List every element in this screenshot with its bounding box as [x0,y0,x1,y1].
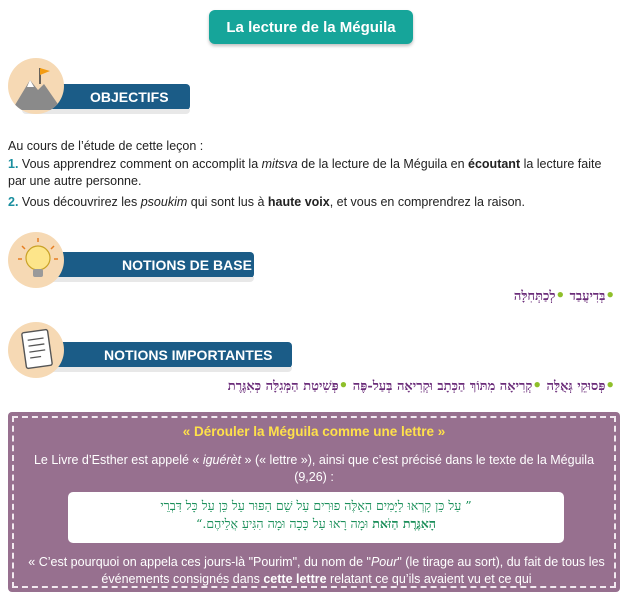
box-intro-text: Le Livre d’Esther est appelé « iguérèt » (« lettre »), ainsi que c’est précisé dans le texte de la Méguila (9,26) : [33,453,595,484]
document-icon [8,322,64,378]
lesson-title: La lecture de la Méguila [209,10,413,44]
notions-base-terms: •בְּדִיעֲבַד •לְכַתְּחִלָּה [513,286,615,304]
objectifs-heading: OBJECTIFS [90,89,169,105]
hebrew-quote: ” עַל כֵּן קָרְאוּ לַיָּמִים הָאֵלֶּה פוּרִים עַל שֵׁם הַפּוּר עַל כֵּן עַל כָּל דִּבְרֵי הָאִגֶּרֶת הַזֹּאת וּמָה רָאוּ עַל כָּכָה וּמָה הִגִּיעַ אֲלֵיהֶם.“ [68,492,564,543]
objectifs-header [8,58,208,118]
notions-base-heading: NOTIONS DE BASE [122,257,252,273]
box-title: « Dérouler la Méguila comme une lettre » [182,424,446,439]
notions-importantes-header [8,322,298,382]
objectifs-intro: Au cours de l’étude de cette leçon : [8,139,204,153]
objectif-item-1: 1. Vous apprendrez comment on accomplit la mitsva de la lecture de la Méguila en écoutant la lecture faite par une autre personne. [8,157,602,188]
objectif-item-2: 2. Vous découvrirez les psoukim qui sont lus à haute voix, et vous en comprendrez la raison. [8,195,525,209]
box-translation-text: « C’est pourquoi on appela ces jours-là "Pourim", du nom de "Pour" (le tirage au sort), du fait de tous les événements consignés dans cette lettre relatant ce qu’ils avaient vu et ce qui [28,555,605,586]
lightbulb-icon [8,232,64,288]
mountain-flag-icon [8,58,64,114]
notions-importantes-terms: •פְּסוּקֵי גְּאֻלָּה •קְרִיאָה מִתּוֹךְ הַכְּתָב וּקְרִיאָה בְּעַל-פֶּה •פְּשִׁיטַת הַמְּגִלָּה כְּאִגֶּרֶת [227,376,615,394]
notions-base-header [8,232,258,292]
notions-importantes-heading: NOTIONS IMPORTANTES [104,347,273,363]
